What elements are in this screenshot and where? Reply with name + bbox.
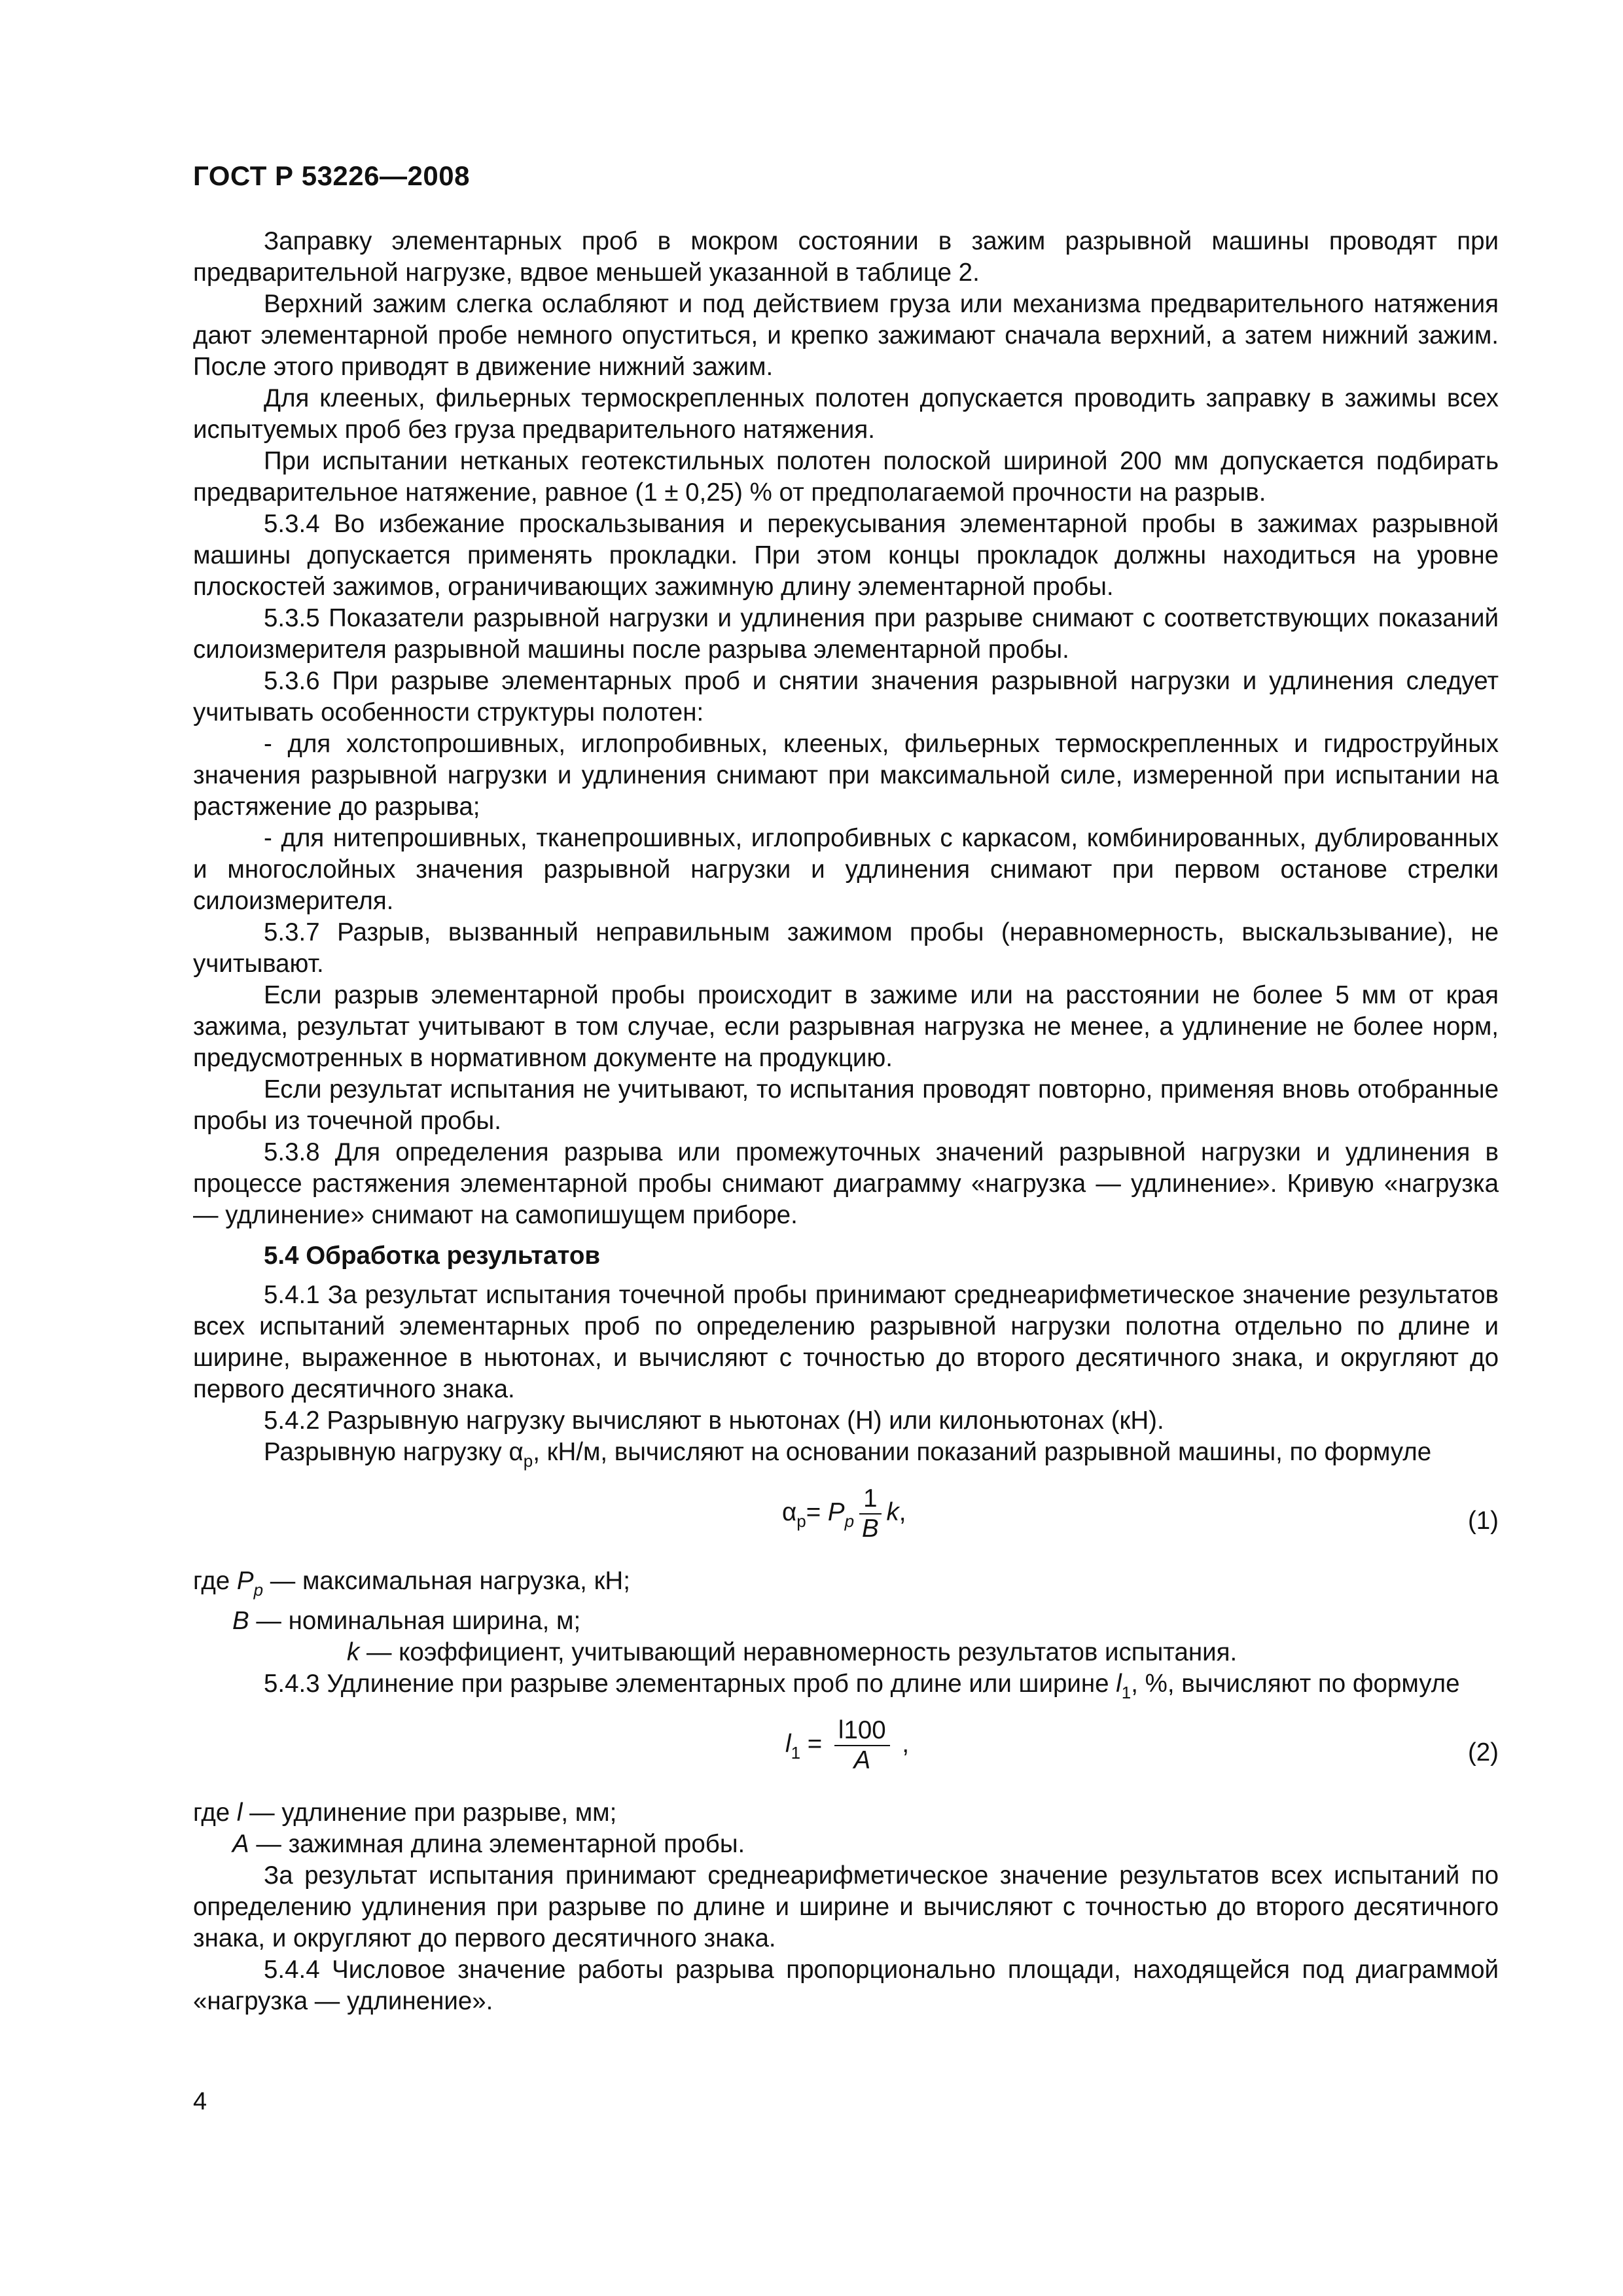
clause-5-4-1: 5.4.1 За результат испытания точечной пробы принимают среднеарифметическое значение результатов всех испытаний элементарных проб по определению разрывной нагрузки полотна отдельно по длине и ширине, выраженное в ньютонах, и вычисляют с точностью до второго десятичного знака, и округляют до первого десятичного знака. (193, 1281, 1499, 1403)
subscript: 1 (1121, 1683, 1132, 1702)
intro-text: 5.4.3 Удлинение при разрыве элементарных проб по длине или ширине (264, 1670, 1116, 1698)
where-text: — коэффициент, учитывающий неравномерность результатов испытания. (359, 1638, 1238, 1666)
where-text: — максимальная нагрузка, кН; (263, 1567, 630, 1595)
where-line (193, 1829, 1499, 1860)
section-heading: 5.4 Обработка результатов (264, 1242, 600, 1270)
formula-symbol: k (886, 1498, 899, 1527)
subscript: p (844, 1511, 855, 1532)
formula-1-expression (782, 1484, 906, 1543)
intro-text: Разрывную нагрузку α (264, 1438, 524, 1466)
where-text: — зажимная длина элементарной пробы. (249, 1830, 745, 1858)
intro-text: , %, вычисляют по формуле (1131, 1670, 1460, 1698)
paragraph: Верхний зажим слегка ослабляют и под действием груза или механизма предварительного натяжения дают элементарной пробе немного опуститься, и крепко зажимают сначала верхний, а затем нижний зажим. После этого приводят в движение нижний зажим. (193, 290, 1499, 381)
clause-5-4-2: 5.4.2 Разрывную нагрузку вычисляют в ньютонах (Н) или килоньютонах (кН). (264, 1407, 1164, 1435)
where-prefix: где (193, 1799, 237, 1827)
clause-5-3-8: 5.3.8 Для определения разрыва или промежуточных значений разрывной нагрузки и удлинения в процессе растяжения элементарной пробы снимают диаграмму «нагрузка — удлинение». Кривую «нагрузка — удлинение» снимают на самопишущем приборе. (193, 1138, 1499, 1229)
where-prefix: где (193, 1567, 237, 1595)
where-line (193, 1797, 1499, 1829)
formula-punctuation: , (899, 1498, 906, 1527)
formula-symbol: l (1116, 1670, 1122, 1698)
equals-sign: = (800, 1730, 829, 1759)
formula-symbol: P (236, 1567, 254, 1595)
document-header: ГОСТ Р 53226—2008 (193, 160, 470, 191)
paragraph: При испытании нетканых геотекстильных полотен полоской шириной 200 мм допускается подбирать предварительное натяжение, равное (1 ± 0,25) % от предполагаемой прочности на разрыв. (193, 447, 1499, 507)
subscript: р (523, 1451, 533, 1471)
page-number: 4 (193, 2088, 207, 2115)
formula-symbol: k (347, 1638, 360, 1666)
clause-5-3-6: 5.3.6 При разрыве элементарных проб и снятии значения разрывной нагрузки и удлинения следует учитывать особенности структуры полотен: (193, 667, 1499, 726)
paragraph: Если разрыв элементарной пробы происходит в зажиме или на расстоянии не более 5 мм от края зажима, результат учитывают в том случае, если разрывная нагрузка не менее, а удлинение не более норм, предусмотренных в нормативном документе на продукцию. (193, 981, 1499, 1072)
formula-symbol: l (785, 1730, 791, 1759)
numerator: 1 (859, 1484, 881, 1515)
where-block-1 (193, 1566, 1499, 1668)
subscript: р (796, 1511, 806, 1532)
clause-5-3-5: 5.3.5 Показатели разрывной нагрузки и удлинения при разрыве снимают с соответствующих показаний силоизмерителя разрывной машины после разрыва элементарной пробы. (193, 604, 1499, 664)
paragraph: Если результат испытания не учитывают, то испытания проводят повторно, применяя вновь отобранные пробы из точечной пробы. (193, 1075, 1499, 1135)
where-text: — удлинение при разрыве, мм; (242, 1799, 617, 1827)
fraction (859, 1484, 881, 1543)
intro-text: , кН/м, вычисляют на основании показаний разрывной машины, по формуле (533, 1438, 1432, 1466)
where-line (193, 1566, 1499, 1605)
paragraph: Заправку элементарных проб в мокром состоянии в зажим разрывной машины проводят при предварительной нагрузке, вдвое меньшей указанной в таблице 2. (193, 227, 1499, 287)
where-text: — номинальная ширина, м; (249, 1607, 581, 1635)
subscript: 1 (791, 1743, 801, 1763)
numerator: l100 (834, 1716, 890, 1746)
where-block-2 (193, 1797, 1499, 1860)
formula-number: (1) (1467, 1507, 1499, 1535)
formula-punctuation: , (895, 1730, 910, 1759)
formula-symbol: α (782, 1498, 797, 1527)
paragraph: За результат испытания принимают среднеарифметическое значение результатов всех испытаний по определению удлинения при разрыве по длине и ширине и вычисляют с точностью до второго десятичного знака, и округляют до первого десятичного знака. (193, 1861, 1499, 1952)
formula-1-intro (193, 1437, 1499, 1477)
formula-symbol: B (232, 1607, 249, 1635)
where-line (193, 1605, 1499, 1637)
formula-2-expression (785, 1716, 909, 1775)
denominator: B (861, 1515, 879, 1543)
formula-2 (193, 1711, 1499, 1791)
formula-1 (193, 1479, 1499, 1559)
formula-symbol: l (236, 1799, 243, 1827)
formula-symbol: A (232, 1830, 249, 1858)
denominator: A (853, 1746, 871, 1774)
clause-5-3-4: 5.3.4 Во избежание проскальзывания и перекусывания элементарной пробы в зажимах разрывной машины допускается применять прокладки. При этом концы прокладок должны находиться на уровне плоскостей зажимов, ограничивающих зажимную длину элементарной пробы. (193, 510, 1499, 601)
fraction (834, 1716, 890, 1775)
clause-5-4-3 (193, 1668, 1499, 1708)
list-item: - для нитепрошивных, тканепрошивных, иглопробивных с каркасом, комбинированных, дублированных и многослойных значения разрывной нагрузки и удлинения снимают при первом останове стрелки силоизмерителя. (193, 824, 1499, 915)
clause-5-4-4: 5.4.4 Числовое значение работы разрыва пропорционально площади, находящейся под диаграммой «нагрузка — удлинение». (193, 1956, 1499, 2015)
equals-sign: = (806, 1498, 828, 1527)
clause-5-3-7: 5.3.7 Разрыв, вызванный неправильным зажимом пробы (неравномерность, выскальзывание), не учитывают. (193, 918, 1499, 978)
formula-symbol: P (827, 1498, 845, 1527)
subscript: p (253, 1580, 264, 1600)
document-body (193, 226, 1499, 2017)
formula-number: (2) (1467, 1738, 1499, 1767)
where-line (193, 1637, 1499, 1668)
paragraph: Для клееных, фильерных термоскрепленных полотен допускается проводить заправку в зажимы всех испытуемых проб без груза предварительного натяжения. (193, 384, 1499, 444)
list-item: - для холстопрошивных, иглопробивных, клееных, фильерных термоскрепленных и гидроструйных значения разрывной нагрузки и удлинения снимают при максимальной силе, измеренной при испытании на растяжение до разрыва; (193, 730, 1499, 821)
